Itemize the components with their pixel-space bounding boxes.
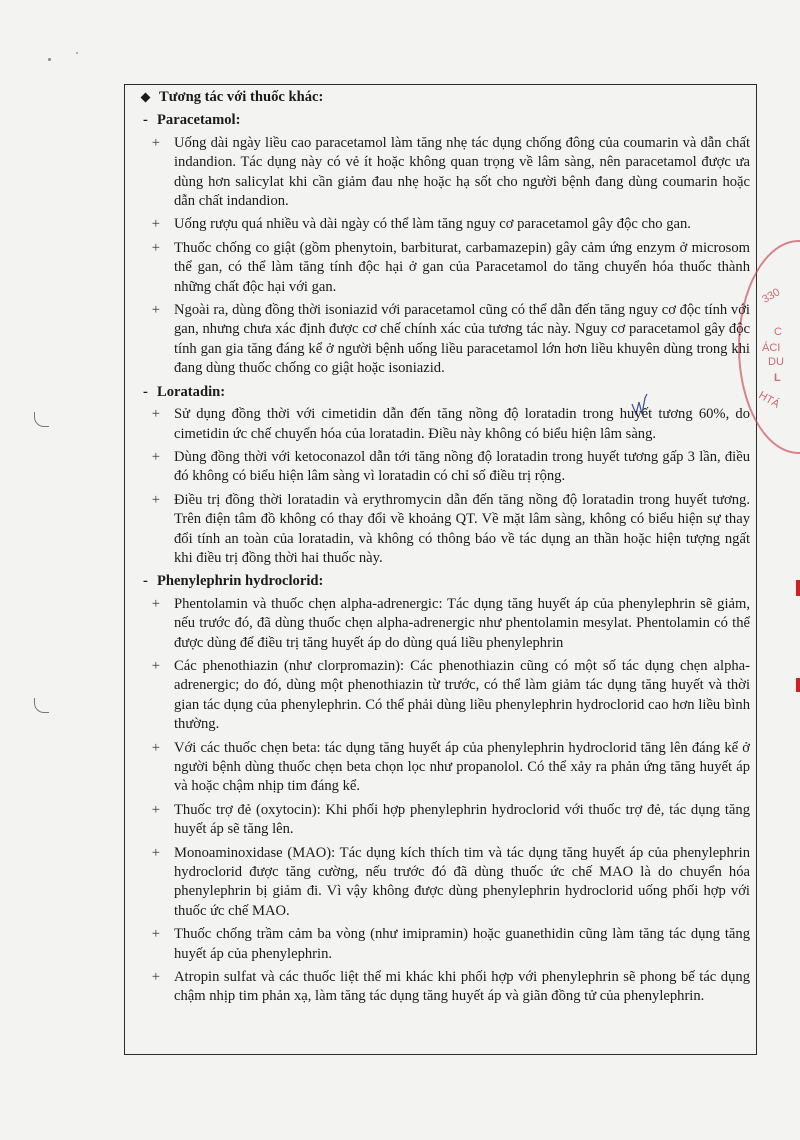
- section-loratadin: [140, 383, 750, 569]
- stamp-line: L: [774, 372, 781, 384]
- section-title: - Loratadin:: [143, 383, 750, 402]
- plus-bullet-icon: +: [151, 134, 160, 151]
- list-item: [140, 448, 750, 487]
- stamp-line: C: [774, 326, 782, 338]
- item-text: Phentolamin và thuốc chẹn alpha-adrenergic: Tác dụng tăng huyết áp của phenylephrin sẽ giảm, nếu trước đó, đã dùng thuốc chẹn alpha-adrenergic như phentolamin mesylat. Phentolamin có thể được dùng để điều trị tăng huyết áp do dùng quá liều phenylephrin: [174, 595, 750, 651]
- list-item: [140, 657, 750, 735]
- plus-bullet-icon: +: [151, 926, 160, 943]
- red-edge-mark: [796, 678, 800, 692]
- list-item: [140, 239, 750, 297]
- plus-bullet-icon: +: [151, 216, 160, 233]
- list-item: [140, 968, 750, 1007]
- plus-bullet-icon: +: [151, 844, 160, 861]
- section-phenylephrin: [140, 572, 750, 1007]
- diamond-bullet-icon: [141, 93, 151, 103]
- list-item: [140, 739, 750, 797]
- plus-bullet-icon: +: [151, 302, 160, 319]
- plus-bullet-icon: +: [151, 448, 160, 465]
- item-text: Điều trị đồng thời loratadin và erythromycin dẫn đến tăng nồng độ loratadin trong huyết tương. Trên điện tâm đồ không có thay đổi về khoảng QT. Về mặt lâm sàng, không có biểu hiện sự thay đổi tính an toàn của loratadin, và không có thông báo về tác dụng an thần hoặc hiện tượng ngất khi điều trị đồng thời hai thuốc này.: [174, 491, 750, 566]
- document-body: [140, 88, 750, 1011]
- interactions-heading: [140, 88, 750, 107]
- item-text: Các phenothiazin (như clorpromazin): Các phenothiazin cũng có một số tác dụng chẹn alpha-adrenergic; do đó, dùng một phenothiazin từ trước, có thể làm giảm tác dụng tăng huyết và thời gian tác dụng của phenylephrin. Có thể phải dùng liều phenylephrin hydroclorid cao hơn liều bình thường.: [174, 657, 750, 733]
- list-item: [140, 301, 750, 379]
- plus-bullet-icon: +: [151, 657, 160, 674]
- list-item: [140, 134, 750, 212]
- item-text: Thuốc trợ đẻ (oxytocin): Khi phối hợp phenylephrin hydroclorid với thuốc trợ đẻ, tác dụng tăng huyết áp sẽ tăng lên.: [174, 801, 750, 838]
- stamp-line: DU: [768, 356, 784, 368]
- section-title: - Phenylephrin hydroclorid:: [143, 572, 750, 591]
- heading-text: Tương tác với thuốc khác:: [159, 89, 324, 105]
- list-item: [140, 925, 750, 964]
- plus-bullet-icon: +: [151, 406, 160, 423]
- list-item: [140, 801, 750, 840]
- scan-dots-2: [76, 52, 78, 54]
- section-paracetamol: [140, 111, 750, 378]
- plus-bullet-icon: +: [151, 595, 160, 612]
- item-text: Dùng đồng thời với ketoconazol dẫn tới tăng nồng độ loratadin trong huyết tương gấp 3 lần, điều đó không có biểu hiện lâm sàng vì loratadin có chỉ số điều trị rộng.: [174, 448, 750, 485]
- list-item: [140, 405, 750, 444]
- section-title-text: Phenylephrin hydroclorid:: [157, 573, 324, 590]
- list-item: [140, 844, 750, 922]
- plus-bullet-icon: +: [151, 969, 160, 986]
- scan-dots: [48, 58, 51, 61]
- list-item: [140, 215, 750, 234]
- stamp-line: HTÁ: [756, 389, 782, 411]
- item-text: Atropin sulfat và các thuốc liệt thể mi khác khi phối hợp với phenylephrin sẽ phong bế tác dụng chậm nhịp tim phản xạ, làm tăng tác dụng tăng huyết áp và giãn đồng tử của phenylephrin.: [174, 969, 750, 1005]
- item-text: Uống dài ngày liều cao paracetamol làm tăng nhẹ tác dụng chống đông của coumarin và dẫn chất indandion. Tác dụng này có vẻ ít hoặc không quan trọng về lâm sàng, nên paracetamol được ưa dùng hơn salicylat khi cần giảm đau nhẹ hoặc hạ sốt cho người bệnh đang dùng coumarin hoặc dẫn chất indandion.: [174, 134, 750, 210]
- plus-bullet-icon: +: [151, 801, 160, 818]
- plus-bullet-icon: +: [151, 239, 160, 256]
- item-text: Thuốc chống co giật (gồm phenytoin, barbiturat, carbamazepin) gây cảm ứng enzym ở microsom thể gan, có thể làm tăng tính độc hại ở gan của Paracetamol do tăng chuyển hóa thuốc thành những chất độc hại với gan.: [174, 239, 750, 295]
- item-text: Sử dụng đồng thời với cimetidin dẫn đến tăng nồng độ loratadin trong huyết tương 60%, do cimetidin ức chế chuyển hóa của loratadin. Điều này không có biểu hiện lâm sàng.: [174, 406, 750, 442]
- item-text: Thuốc chống trầm cảm ba vòng (như imipramin) hoặc guanethidin cũng làm tăng tác dụng tăng huyết áp của phenylephrin.: [174, 926, 750, 962]
- section-title-text: Paracetamol:: [157, 112, 241, 129]
- list-item: [140, 491, 750, 569]
- plus-bullet-icon: +: [151, 739, 160, 756]
- item-text: Uống rượu quá nhiều và dài ngày có thể làm tăng nguy cơ paracetamol gây độc cho gan.: [174, 216, 691, 233]
- punch-hole-mark-top: [34, 412, 49, 427]
- plus-bullet-icon: +: [151, 491, 160, 508]
- stamp-line: ÁCI: [762, 342, 781, 354]
- item-text: Ngoài ra, dùng đồng thời isoniazid với paracetamol cũng có thể dẫn đến tăng nguy cơ độc tính với gan, nhưng chưa xác định được cơ chế chính xác của tương tác này. Nguy cơ paracetamol gây độc tính gan gia tăng đáng kể ở người bệnh uống liều paracetamol lớn hơn liều khuyên dùng trong khi đang dùng thuốc chống co giật hoặc isoniazid.: [174, 302, 750, 377]
- red-edge-mark: [796, 580, 800, 596]
- section-title: - Paracetamol:: [143, 111, 750, 130]
- list-item: [140, 595, 750, 653]
- stamp-line: 330: [760, 286, 783, 306]
- item-text: Monoaminoxidase (MAO): Tác dụng kích thích tim và tác dụng tăng huyết áp của phenylephrin hydroclorid được tăng cường, nếu trước đó đã dùng thuốc ức chế MAO là do chuyển hóa phenylephrin bị giảm đi. Vì vậy không được dùng phenylephrin hydroclorid uống phối hợp với thuốc ức chế MAO.: [174, 844, 750, 919]
- item-text: Với các thuốc chẹn beta: tác dụng tăng huyết áp của phenylephrin hydroclorid tăng lên đáng kể ở người bệnh dùng thuốc chẹn beta chọn lọc như propanolol. Có thể xảy ra phản ứng tăng huyết áp và hoặc chậm nhịp tim đáng kể.: [174, 739, 750, 795]
- section-title-text: Loratadin:: [157, 383, 226, 400]
- punch-hole-mark-bottom: [34, 698, 49, 713]
